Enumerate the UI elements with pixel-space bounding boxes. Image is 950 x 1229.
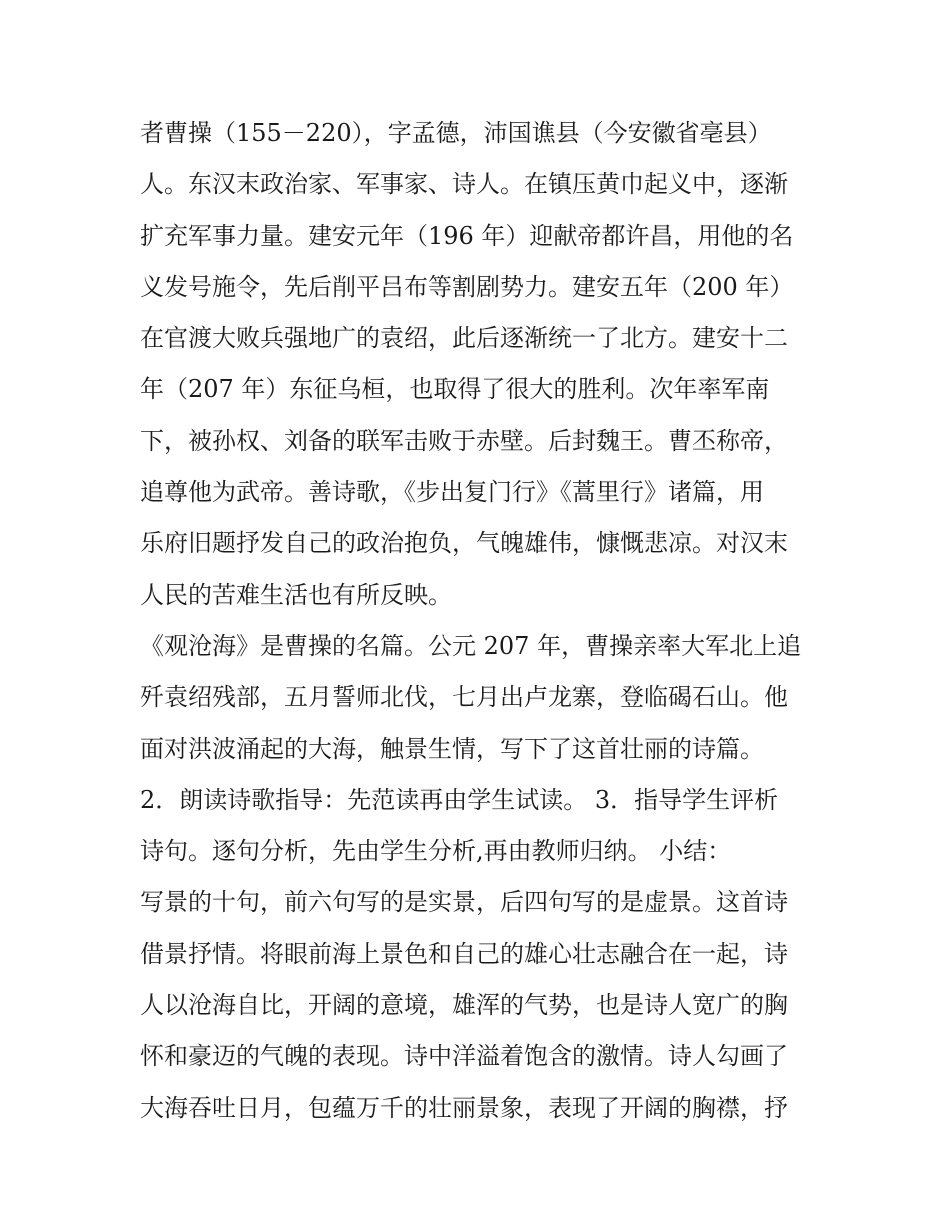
text-line-13: 面对洪波涌起的大海，触景生情，写下了这首壮丽的诗篇。 [140,734,764,763]
text-line-4: 义发号施令，先后削平吕布等割剧势力。建安五年（200 年） [140,272,794,301]
text-line-2: 人。东汉末政治家、军事家、诗人。在镇压黄巾起义中，逐渐 [140,170,788,199]
text-line-15: 诗句。逐句分析，先由学生分析,再由教师归纳。 小结： [140,837,732,866]
text-line-20: 大海吞吐日月，包蕴万千的壮丽景象，表现了开阔的胸襟，抒 [140,1093,788,1122]
text-line-10: 人民的苦难生活也有所反映。 [140,580,452,609]
text-line-3: 扩充军事力量。建安元年（196 年）迎献帝都许昌，用他的名 [140,221,794,250]
text-line-17: 借景抒情。将眼前海上景色和自己的雄心壮志融合在一起，诗 [140,939,788,968]
text-line-7: 下，被孙权、刘备的联军击败于赤壁。后封魏王。曹丕称帝， [140,426,788,455]
text-line-8: 追尊他为武帝。善诗歌，《步出复门行》《蒿里行》诸篇，用 [140,478,764,507]
text-line-1: 者曹操（155－220），字孟德，沛国谯县（今安徽省亳县） [140,119,772,147]
text-line-16: 写景的十句，前六句写的是实景，后四句写的是虚景。这首诗 [140,888,788,917]
text-line-14: 2．朗读诗歌指导：先范读再由学生试读。 3．指导学生评析 [140,785,779,814]
text-line-11: 《观沧海》是曹操的名篇。公元 207 年，曹操亲率大军北上追 [140,631,802,660]
document-body [140,108,820,1134]
text-line-19: 怀和豪迈的气魄的表现。诗中洋溢着饱含的激情。诗人勾画了 [140,1042,788,1071]
text-line-5: 在官渡大败兵强地广的袁绍，此后逐渐统一了北方。建安十二 [140,324,788,353]
text-line-6: 年（207 年）东征乌桓，也取得了很大的胜利。次年率军南 [140,375,770,404]
text-line-12: 歼袁绍残部，五月誓师北伐，七月出卢龙寨，登临碣石山。他 [140,683,788,712]
text-line-18: 人以沧海自比，开阔的意境，雄浑的气势，也是诗人宽广的胸 [140,991,788,1020]
text-line-9: 乐府旧题抒发自己的政治抱负，气魄雄伟，慷慨悲凉。对汉末 [140,529,788,558]
